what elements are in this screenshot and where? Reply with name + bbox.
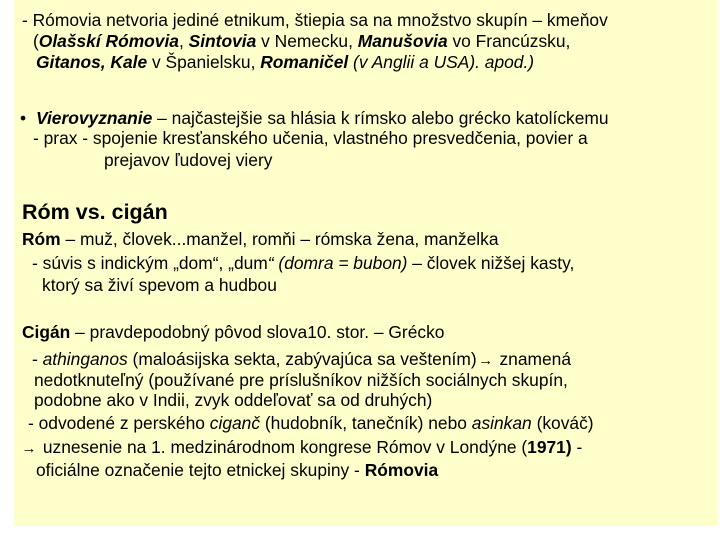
term-cigan: Cigán xyxy=(22,322,71,342)
p3-line-2 xyxy=(32,253,574,273)
text: - súvis s indickým „dom“, „dum xyxy=(32,253,268,273)
section-heading: Róm vs. cigán xyxy=(22,200,168,224)
p2-line-1 xyxy=(36,108,609,128)
p2-line-3: prejavov ľudovej viery xyxy=(104,150,273,170)
text: ( xyxy=(33,31,39,51)
text: uznesenie na 1. medzinárodnom kongrese Rómov v Londýne ( xyxy=(38,437,528,457)
term-vierovyznanie: Vierovyznanie xyxy=(36,108,153,128)
text: – muž, človek...manžel, romňi – rómska žena, manželka xyxy=(60,229,499,249)
right-arrow-icon: → xyxy=(21,440,37,457)
term-rom: Róm xyxy=(22,229,61,249)
text: – človek nižšej kasty, xyxy=(407,253,575,273)
term-ciganc: ciganč xyxy=(209,413,261,433)
text: (kováč) xyxy=(531,413,594,433)
text: v Španielsku, xyxy=(147,52,261,72)
term-manusovia: Manušovia xyxy=(357,31,448,51)
p3-line-3: ktorý sa živí spevom a hudbou xyxy=(42,275,277,295)
p4-line-3: nedotknuteľný (používané pre príslušníkov nižších sociálnych skupín, xyxy=(34,370,568,390)
term-gitanos: Gitanos, Kale xyxy=(36,52,148,72)
text: , xyxy=(178,31,189,51)
p4-line-1 xyxy=(22,322,444,342)
text: oficiálne označenie tejto etnickej skupiny - xyxy=(36,460,365,480)
text: - xyxy=(571,437,583,457)
year-1971: 1971) xyxy=(527,437,572,457)
text: - odvodené z perského xyxy=(28,413,210,433)
p1-line-2 xyxy=(33,31,570,51)
right-arrow-icon: → xyxy=(478,352,494,369)
p4-line-5 xyxy=(28,413,594,433)
p4-line-6 xyxy=(20,437,582,459)
text: (maloásijska sekta, zabývajúca sa veštením) xyxy=(127,349,477,369)
p4-line-4: podobne ako v Indii, zvyk oddeľovať sa od druhých) xyxy=(34,390,433,410)
term-olasski: Olašskí Rómovia xyxy=(38,31,179,51)
p2-bullet: • xyxy=(20,108,27,128)
p4-line-7 xyxy=(36,460,438,480)
p1-line-1: - Rómovia netvoria jediné etnikum, štiepia sa na množstvo skupín – kmeňov xyxy=(22,10,608,30)
p2-line-2: - prax - spojenie kresťanského učenia, vlastného presvedčenia, povier a xyxy=(33,128,588,148)
p4-line-2 xyxy=(32,349,571,371)
text: – najčastejšie sa hlásia k rímsko alebo grécko katolíckemu xyxy=(152,108,609,128)
p1-line-3 xyxy=(36,52,534,72)
text: znamená xyxy=(494,349,572,369)
term-romanicel: Romaničel xyxy=(260,52,349,72)
text: – pravdepodobný pôvod slova10. stor. – Grécko xyxy=(70,322,445,342)
p3-line-1 xyxy=(22,229,499,249)
term-athinganos: athinganos xyxy=(42,349,128,369)
term-sintovia: Sintovia xyxy=(188,31,257,51)
text: vo Francúzsku, xyxy=(447,31,571,51)
text: (hudobník, tanečník) nebo xyxy=(260,413,472,433)
term-romovia: Rómovia xyxy=(364,460,439,480)
text: v Nemecku, xyxy=(256,31,358,51)
text: “ (domra = bubon) xyxy=(267,253,408,273)
term-asinkan: asinkan xyxy=(471,413,532,433)
text: - xyxy=(32,349,43,369)
text: (v Anglii a USA). apod.) xyxy=(348,52,535,72)
